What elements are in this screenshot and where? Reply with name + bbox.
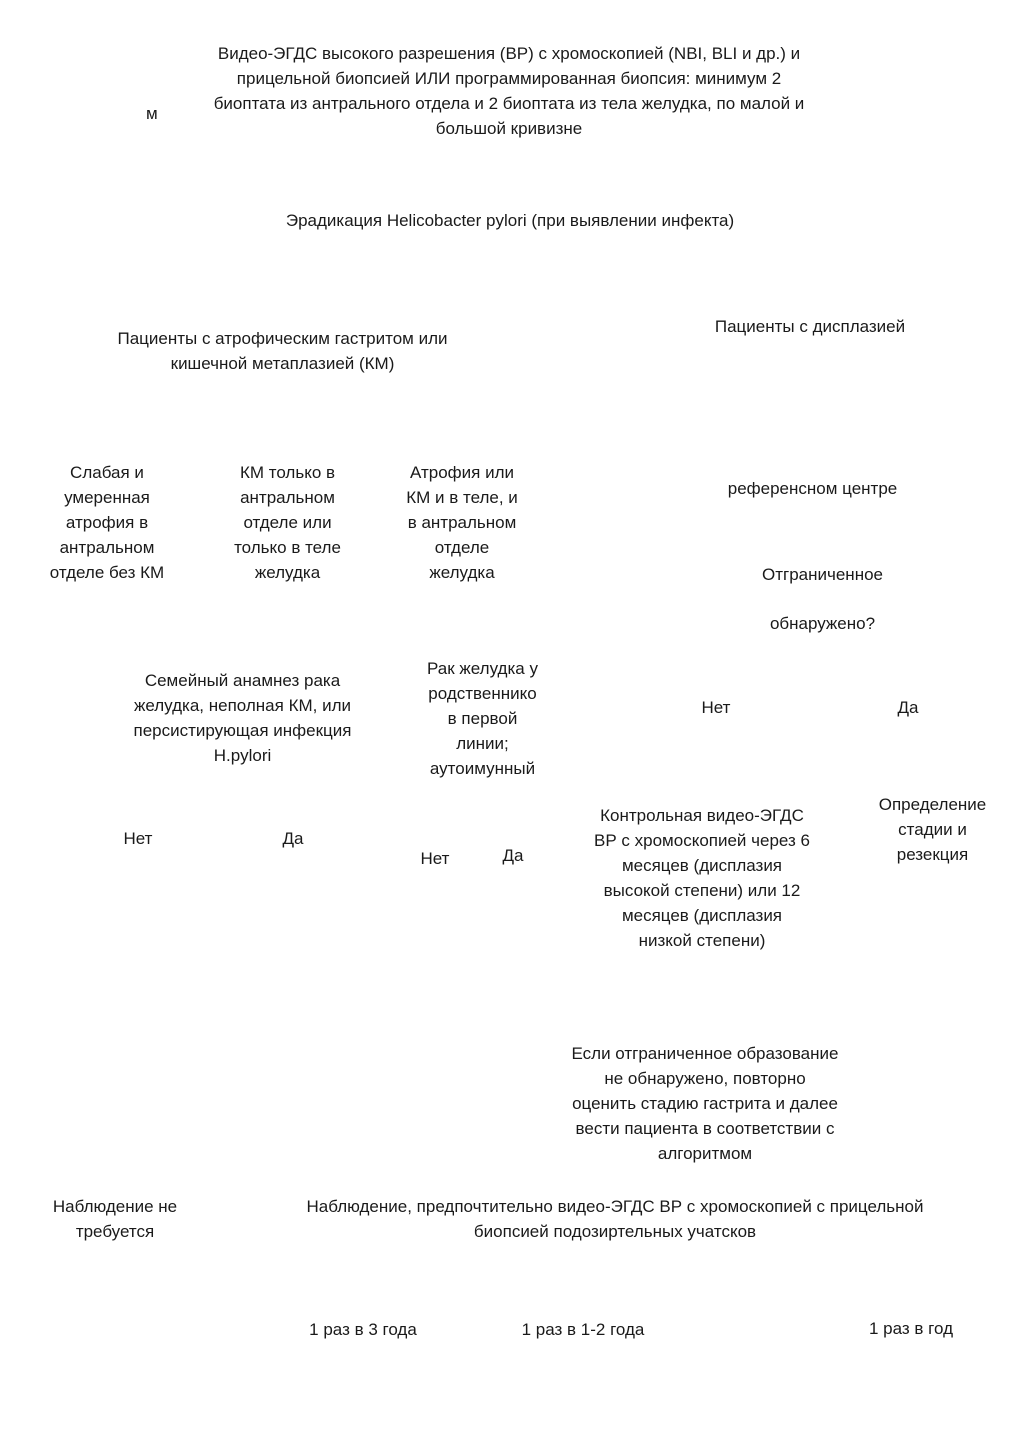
node-dysplasia-patients: Пациенты с дисплазией [714,317,906,336]
node-atrophy-patients: Пациенты с атрофическим гастритом или кишечной метаплазией (КМ) [117,329,448,373]
node-staging-resection: Определение стадии и резекция [878,795,987,864]
node-detected-question: обнаружено? [769,614,876,633]
label-frequency-1-year: 1 раз в год [869,1319,953,1338]
label-relative-no: Нет [420,849,450,868]
label-frequency-3-years: 1 раз в 3 года [309,1320,417,1339]
node-atrophy-both-sites: Атрофия или КМ и в теле, и в антральном отделе желудка [406,463,518,582]
label-relative-yes: Да [502,846,524,865]
node-km-single-site: КМ только в антральном отделе или только в теле желудка [234,463,341,582]
label-dysplasia-no: Нет [701,698,731,717]
node-relative-cancer: Рак желудка у родственнико в первой линии; аутоимунный [427,659,538,778]
node-reference-center: референсном центре [727,479,898,498]
node-eradication: Эрадикация Helicobacter pylori (при выявлении инфекта) [285,211,735,230]
label-dysplasia-yes: Да [897,698,919,717]
label-family-no: Нет [123,829,153,848]
node-limited-lesion: Отграниченное [761,565,883,584]
node-initial-egds: Видео-ЭГДС высокого разрешения (ВР) с хромоскопией (NBI, BLI и др.) и прицельной биопсией ИЛИ программированная биопсия: минимум 2 биоптата из антрального отдела и 2 биоптата из тела желудка, по малой и большой кривизне [213,44,805,138]
node-observation: Наблюдение, предпочтительно видео-ЭГДС ВР с хромоскопией с прицельной биопсией подозиртельных учатсков [306,1197,924,1241]
marker-letter: м [146,104,158,123]
label-frequency-1-2-years: 1 раз в 1-2 года [521,1320,645,1339]
label-family-yes: Да [282,829,304,848]
node-family-history: Семейный анамнез рака желудка, неполная КМ, или персистирующая инфекция H.pylori [133,671,352,765]
node-no-observation: Наблюдение не требуется [52,1197,178,1241]
node-control-egds: Контрольная видео-ЭГДС ВР с хромоскопией через 6 месяцев (дисплазия высокой степени) или 12 месяцев (дисплазия низкой степени) [594,806,810,950]
node-mild-atrophy: Слабая и умеренная атрофия в антральном отделе без КМ [49,463,165,582]
node-if-not-found: Если отграниченное образование не обнаружено, повторно оценить стадию гастрита и далее вести пациента в соответствии с алгоритмом [571,1044,839,1163]
